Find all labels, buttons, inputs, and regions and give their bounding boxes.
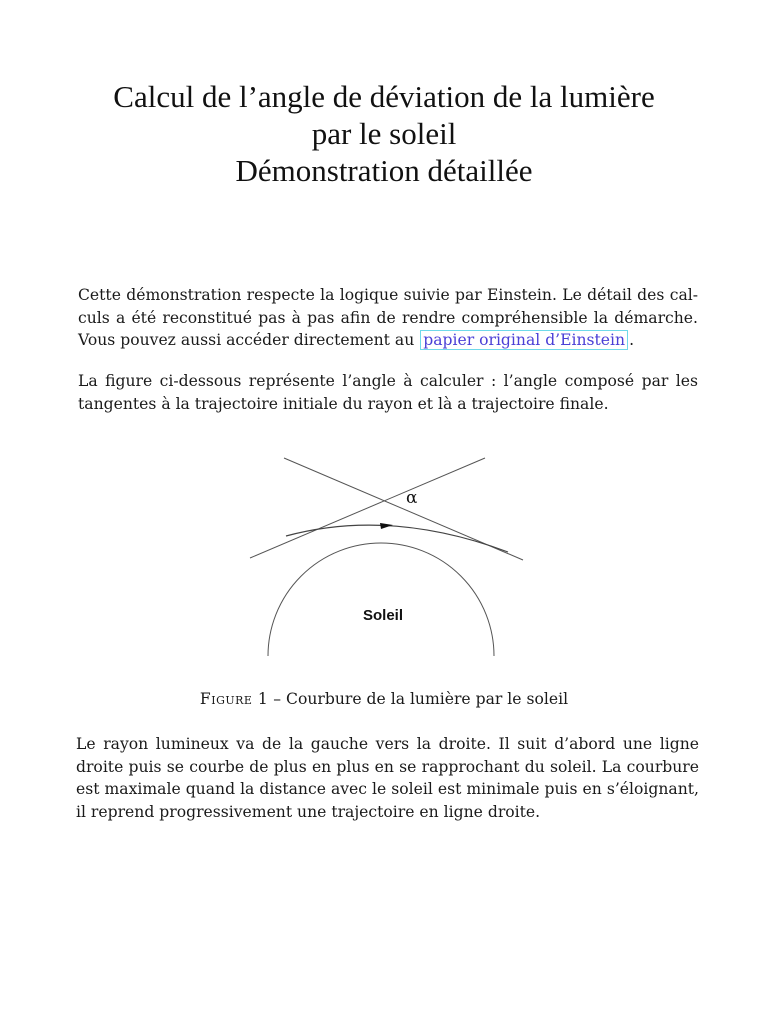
explanation-line-3: est maximale quand la distance avec le soleil est minimale puis en s’éloignant,	[76, 780, 699, 798]
figure-caption-text: – Courbure de la lumière par le soleil	[268, 690, 569, 708]
initial-tangent-line	[250, 458, 485, 558]
explanation-line-2: droite puis se courbe de plus en plus en se rapprochant du soleil. La courbure	[76, 757, 699, 776]
explanation-paragraph	[76, 733, 699, 823]
intro-paragraph	[78, 284, 698, 352]
deflection-figure	[240, 448, 530, 664]
explanation-line-1: Le rayon lumineux va de la gauche vers la droite. Il suit d’abord une ligne	[76, 735, 699, 753]
title-line-2: par le soleil	[311, 116, 457, 151]
explanation-line-4: il reprend progressivement une trajectoire en ligne droite.	[76, 802, 541, 821]
sun-label: Soleil	[362, 607, 404, 624]
intro-line-3	[78, 329, 698, 352]
title-line-1: Calcul de l’angle de déviation de la lumière	[113, 79, 655, 114]
sun-arc	[268, 543, 494, 656]
intro-line-2: culs a été reconstitué pas à pas afin de rendre compréhensible la démarche.	[78, 308, 698, 327]
intro-line-1: Cette démonstration respecte la logique suivie par Einstein. Le détail des cal-	[78, 286, 698, 304]
intro-line-3-text: Vous pouvez aussi accéder directement au	[78, 331, 415, 349]
angle-alpha-label: α	[406, 488, 418, 508]
figure-intro-line-1: La figure ci-dessous représente l’angle à calculer : l’angle composé par les	[78, 372, 698, 390]
title-line-3: Démonstration détaillée	[235, 153, 533, 188]
figure-caption-label: Figure 1	[199, 690, 269, 708]
light-ray-path	[286, 525, 508, 552]
einstein-paper-link[interactable]: papier original d’Einstein	[420, 330, 628, 350]
document-title	[0, 78, 768, 189]
intro-line-3-end: .	[629, 331, 635, 349]
figure-intro-paragraph	[78, 370, 698, 415]
figure-intro-line-2: tangentes à la trajectoire initiale du rayon et là a trajectoire finale.	[78, 394, 609, 413]
figure-caption	[0, 688, 768, 710]
